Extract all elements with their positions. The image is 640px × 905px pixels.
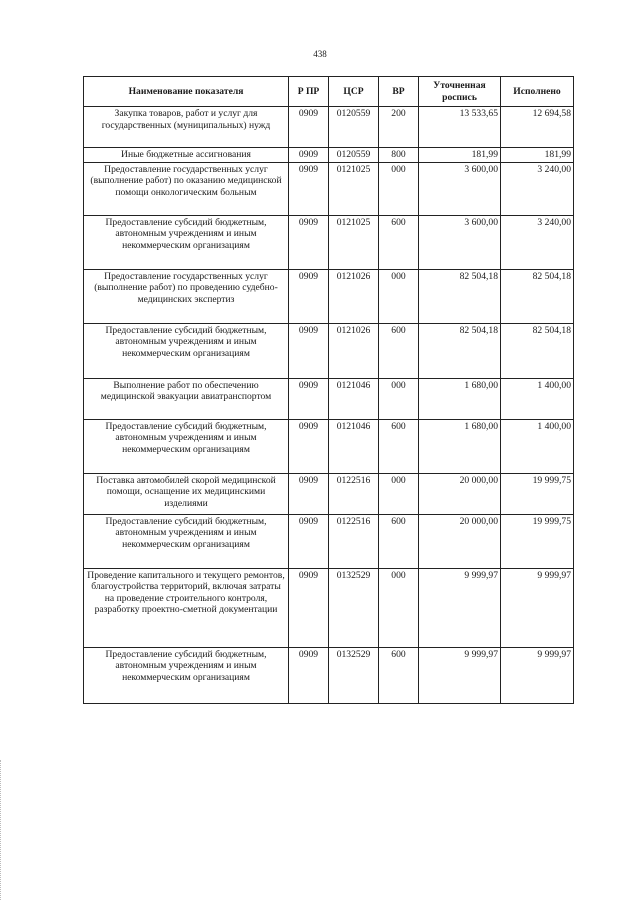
row-plan: 82 504,18 — [419, 269, 501, 323]
row-name: Предоставление субсидий бюджетным, автономным учреждениям и иным некоммерческим организациям — [84, 323, 289, 378]
table-row — [84, 107, 574, 148]
row-vr: 200 — [379, 107, 419, 148]
row-vr: 000 — [379, 162, 419, 215]
row-name: Предоставление государственных услуг (выполнение работ) по проведению судебно-медицинских экспертиз — [84, 269, 289, 323]
row-done: 82 504,18 — [501, 323, 574, 378]
row-plan: 181,99 — [419, 148, 501, 163]
row-done: 181,99 — [501, 148, 574, 163]
row-rpr: 0909 — [289, 269, 329, 323]
row-plan: 82 504,18 — [419, 323, 501, 378]
table-row — [84, 473, 574, 514]
header-plan: Уточненная роспись — [419, 77, 501, 107]
row-vr: 600 — [379, 647, 419, 703]
row-vr: 000 — [379, 378, 419, 419]
row-rpr: 0909 — [289, 419, 329, 473]
row-plan: 1 680,00 — [419, 419, 501, 473]
table-header-row — [84, 77, 574, 107]
row-csr: 0121026 — [329, 323, 379, 378]
table-row — [84, 647, 574, 703]
row-rpr: 0909 — [289, 647, 329, 703]
row-plan: 9 999,97 — [419, 647, 501, 703]
row-plan: 3 600,00 — [419, 215, 501, 269]
row-rpr: 0909 — [289, 568, 329, 647]
header-rpr: Р ПР — [289, 77, 329, 107]
row-csr: 0122516 — [329, 473, 379, 514]
row-vr: 600 — [379, 514, 419, 568]
row-csr: 0121025 — [329, 162, 379, 215]
row-plan: 3 600,00 — [419, 162, 501, 215]
row-done: 9 999,97 — [501, 647, 574, 703]
row-csr: 0120559 — [329, 148, 379, 163]
row-rpr: 0909 — [289, 323, 329, 378]
row-name: Закупка товаров, работ и услуг для государственных (муниципальных) нужд — [84, 107, 289, 148]
row-done: 19 999,75 — [501, 514, 574, 568]
row-csr: 0121046 — [329, 419, 379, 473]
row-rpr: 0909 — [289, 107, 329, 148]
table-row — [84, 162, 574, 215]
row-rpr: 0909 — [289, 148, 329, 163]
header-vr: ВР — [379, 77, 419, 107]
row-name: Проведение капитального и текущего ремонтов, благоустройства территорий, включая затраты на проведение строительного контроля, разработку проектно-сметной документации — [84, 568, 289, 647]
row-vr: 600 — [379, 323, 419, 378]
row-plan: 20 000,00 — [419, 473, 501, 514]
row-name: Выполнение работ по обеспечению медицинской эвакуации авиатранспортом — [84, 378, 289, 419]
budget-table — [83, 76, 574, 704]
row-csr: 0121026 — [329, 269, 379, 323]
scan-edge-mark — [0, 760, 3, 900]
table-row — [84, 514, 574, 568]
table-row — [84, 215, 574, 269]
row-name: Предоставление субсидий бюджетным, автономным учреждениям и иным некоммерческим организациям — [84, 514, 289, 568]
table-row — [84, 323, 574, 378]
header-csr: ЦСР — [329, 77, 379, 107]
row-done: 82 504,18 — [501, 269, 574, 323]
header-name: Наименование показателя — [84, 77, 289, 107]
table-row — [84, 269, 574, 323]
row-rpr: 0909 — [289, 378, 329, 419]
row-name: Поставка автомобилей скорой медицинской помощи, оснащение их медицинскими изделиями — [84, 473, 289, 514]
row-csr: 0122516 — [329, 514, 379, 568]
row-csr: 0132529 — [329, 647, 379, 703]
row-done: 3 240,00 — [501, 162, 574, 215]
row-csr: 0121025 — [329, 215, 379, 269]
row-csr: 0121046 — [329, 378, 379, 419]
row-done: 19 999,75 — [501, 473, 574, 514]
table-row — [84, 378, 574, 419]
row-plan: 9 999,97 — [419, 568, 501, 647]
row-vr: 000 — [379, 269, 419, 323]
row-plan: 13 533,65 — [419, 107, 501, 148]
row-done: 9 999,97 — [501, 568, 574, 647]
row-name: Предоставление субсидий бюджетным, автономным учреждениям и иным некоммерческим организациям — [84, 215, 289, 269]
row-rpr: 0909 — [289, 162, 329, 215]
row-name: Предоставление государственных услуг (выполнение работ) по оказанию медицинской помощи онкологическим больным — [84, 162, 289, 215]
row-rpr: 0909 — [289, 473, 329, 514]
row-csr: 0132529 — [329, 568, 379, 647]
row-done: 3 240,00 — [501, 215, 574, 269]
row-vr: 600 — [379, 419, 419, 473]
row-vr: 800 — [379, 148, 419, 163]
row-vr: 000 — [379, 473, 419, 514]
row-plan: 20 000,00 — [419, 514, 501, 568]
row-vr: 600 — [379, 215, 419, 269]
row-rpr: 0909 — [289, 514, 329, 568]
row-done: 1 400,00 — [501, 378, 574, 419]
row-vr: 000 — [379, 568, 419, 647]
table-row — [84, 568, 574, 647]
table-row — [84, 419, 574, 473]
row-name: Предоставление субсидий бюджетным, автономным учреждениям и иным некоммерческим организациям — [84, 419, 289, 473]
page-number: 438 — [313, 49, 327, 59]
row-done: 1 400,00 — [501, 419, 574, 473]
row-done: 12 694,58 — [501, 107, 574, 148]
row-csr: 0120559 — [329, 107, 379, 148]
row-name: Иные бюджетные ассигнования — [84, 148, 289, 163]
row-plan: 1 680,00 — [419, 378, 501, 419]
table-row — [84, 148, 574, 163]
row-name: Предоставление субсидий бюджетным, автономным учреждениям и иным некоммерческим организациям — [84, 647, 289, 703]
row-rpr: 0909 — [289, 215, 329, 269]
header-done: Исполнено — [501, 77, 574, 107]
